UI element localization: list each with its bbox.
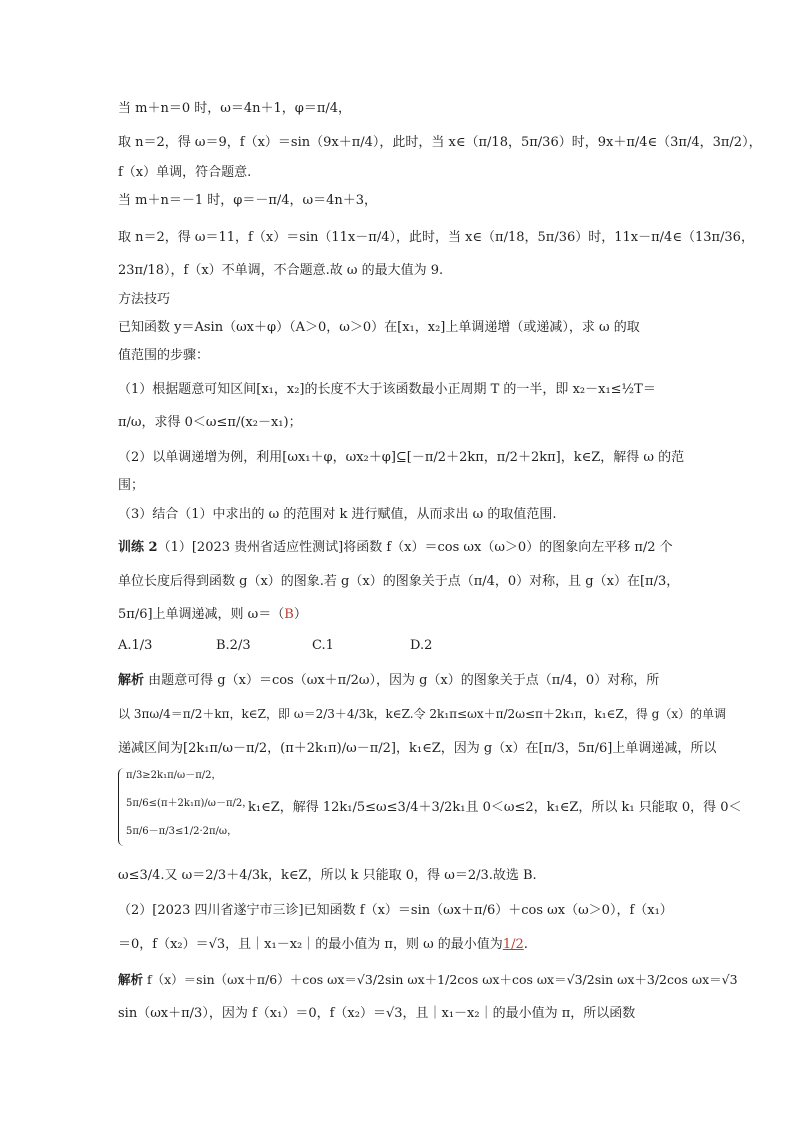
option-a: A.1/3	[118, 638, 153, 653]
solution-label: 解析	[118, 972, 144, 987]
text-line: （2）[2023 四川省遂宁市三诊]已知函数 f（x）＝sin（ωx＋π/6）＋cos ωx（ω＞0），f（x₁）	[118, 903, 673, 918]
text-line: 取 n＝2，得 ω＝9，f（x）＝sin（9x＋π/4），此时，当 x∈（π/18，5π/36）时，9x＋π/4∈（3π/4，3π/2），	[118, 135, 762, 150]
system-conclusion: k₁∈Z，解得 12k₁/5≤ω≤3/4＋3/2k₁且 0＜ω≤2，k₁∈Z，所以 k₁ 只能取 0，得 0＜	[248, 800, 742, 815]
text-line: 取 n＝2，得 ω＝11，f（x）＝sin（11x－π/4），此时，当 x∈（π/18，5π/36）时，11x－π/4∈（13π/36，	[118, 230, 754, 245]
text-line: 当 m＋n＝－1 时，φ＝－π/4，ω＝4n＋3，	[118, 193, 378, 208]
text-line: f（x）单调，符合题意.	[118, 165, 252, 180]
inequality-system	[118, 768, 742, 848]
text-line: sin（ωx＋π/3），因为 f（x₁）＝0，f（x₂）＝√3，且｜x₁－x₂｜的最小值为 π，所以函数	[118, 1006, 636, 1021]
option-d: D.2	[410, 638, 433, 653]
text-line: （1）根据题意可知区间[x₁，x₂]的长度不大于该函数最小正周期 T 的一半，即 x₂－x₁≤½T＝	[118, 382, 656, 397]
left-brace	[118, 768, 125, 846]
text-line: π/ω，求得 0＜ω≤π/(x₂－x₁)；	[118, 415, 302, 430]
text-line: 当 m＋n＝0 时，ω＝4n＋1，φ＝π/4，	[118, 101, 352, 116]
answer-mark: B	[284, 607, 294, 622]
text-line: 以 3πω/4＝π/2＋kπ，k∈Z，即 ω＝2/3＋4/3k，k∈Z.令 2k₁π≤ωx＋π/2ω≤π＋2k₁π，k₁∈Z，得 g（x）的单调	[118, 707, 727, 721]
text-line: 围；	[118, 478, 145, 493]
text-line: 值范围的步骤：	[118, 348, 210, 363]
system-row: π/3≥2k₁π/ω－π/2，	[126, 770, 222, 781]
text-line: 单位长度后得到函数 g（x）的图象.若 g（x）的图象关于点（π/4，0）对称，且 g（x）在[π/3，	[118, 574, 680, 589]
question-line: 5π/6]上单调递减，则 ω＝（B）	[118, 607, 307, 622]
solution-line: 解析 由题意可得 g（x）＝cos（ωx＋π/2ω），因为 g（x）的图象关于点（π/4，0）对称，所	[118, 673, 660, 688]
text-line: （2）以单调递增为例，利用[ωx₁＋φ，ωx₂＋φ]⊆[－π/2＋2kπ，π/2＋2kπ]，k∈Z，解得 ω 的范	[118, 450, 685, 465]
exercise-line	[118, 540, 678, 556]
exercise-text: （1）[2023 贵州省适应性测试]将函数 f（x）＝cos ωx（ω＞0）的图象向左平移 π/2 个	[157, 540, 673, 555]
text-line: 23π/18），f（x）不单调，不合题意.故 ω 的最大值为 9.	[118, 263, 444, 278]
system-row: 5π/6－π/3≤1/2·2π/ω，	[126, 826, 238, 837]
solution-label: 解析	[118, 673, 145, 688]
option-b: B.2/3	[216, 638, 251, 653]
text-line: （3）结合（1）中求出的 ω 的范围对 k 进行赋值，从而求出 ω 的取值范围.	[118, 507, 557, 522]
text-line: 已知函数 y＝Asin（ωx＋φ）（A＞0，ω＞0）在[x₁，x₂]上单调递增（或递减），求 ω 的取	[118, 320, 640, 335]
text-line: 递减区间为[2k₁π/ω－π/2，(π＋2k₁π)/ω－π/2]，k₁∈Z，因为 g（x）在[π/3，5π/6]上单调递减，所以	[118, 741, 717, 756]
section-heading: 方法技巧	[118, 292, 171, 307]
system-row: 5π/6≤(π＋2k₁π)/ω－π/2，	[126, 798, 253, 809]
exercise-label: 训练 2	[118, 540, 158, 555]
option-c: C.1	[312, 638, 334, 653]
question-line: ＝0，f（x₂）＝√3，且｜x₁－x₂｜的最小值为 π，则 ω 的最小值为1/2.	[118, 937, 528, 952]
answer-blank: 1/2	[502, 937, 524, 952]
solution-line: 解析 f（x）＝sin（ωx＋π/6）＋cos ωx＝√3/2sin ωx＋1/2cos ωx＋cos ωx＝√3/2sin ωx＋3/2cos ωx＝√3	[118, 972, 738, 987]
text-line: ω≤3/4.又 ω＝2/3＋4/3k，k∈Z，所以 k 只能取 0，得 ω＝2/3.故选 B.	[118, 868, 537, 883]
